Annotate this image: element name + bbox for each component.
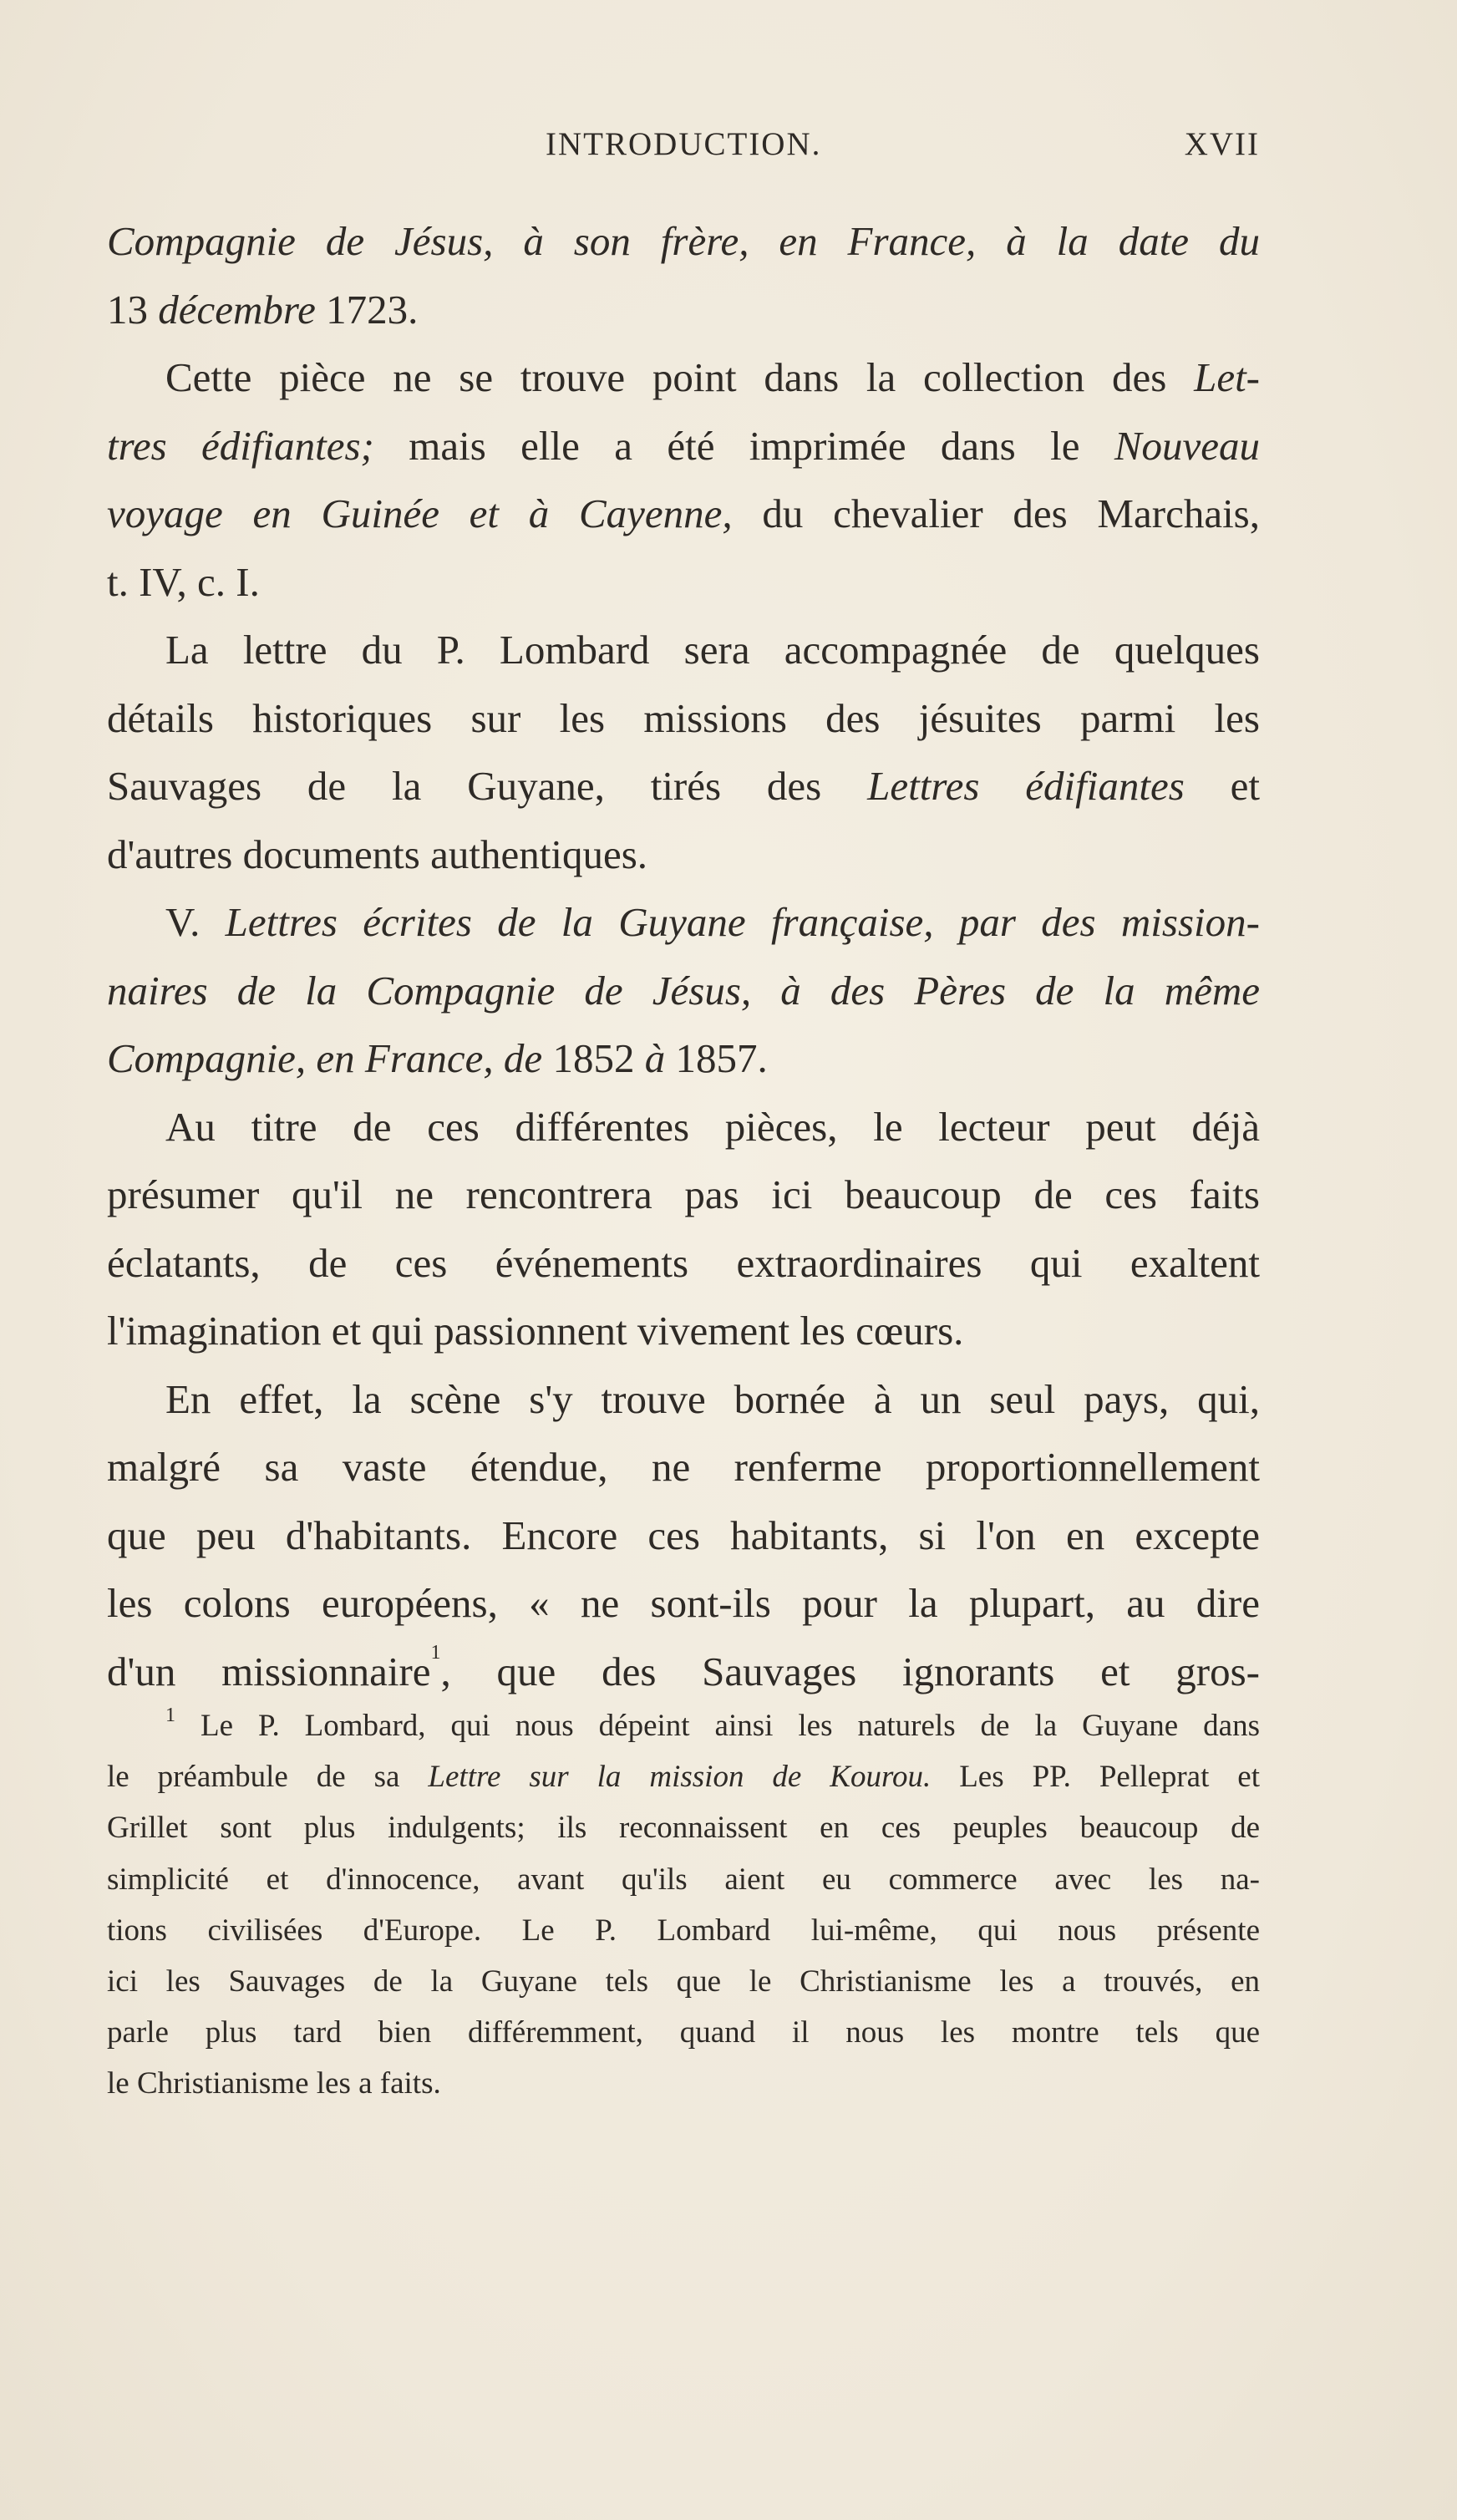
text-run: 13 [107, 286, 159, 333]
body-line [107, 1569, 1260, 1638]
body-line [107, 343, 1260, 412]
body-line [107, 1229, 1260, 1298]
text-run: 1852 [542, 1035, 645, 1081]
text-run: Le P. Lombard, qui nous dépeint ainsi les naturels de la Guyane dans [175, 1709, 1260, 1743]
text-run: d'autres documents authentiques. [107, 831, 648, 877]
italic-text: Compagnie de Jésus, à son frère, en France, à la date du [107, 218, 1260, 264]
footnote-line [107, 1905, 1260, 1956]
body-line [107, 548, 1260, 617]
running-title: INTRODUCTION. [546, 126, 822, 162]
text-run: , que des Sauvages ignorants et gros- [440, 1648, 1260, 1694]
italic-text: tres édifiantes; [107, 422, 374, 469]
body-line [107, 1638, 1260, 1706]
text-run: Au titre de ces différentes pièces, le lecteur peut déjà [165, 1103, 1260, 1150]
body-line [107, 207, 1260, 276]
footnote-line [107, 2007, 1260, 2058]
body-line [107, 276, 1260, 344]
text-run: d'un missionnaire [107, 1648, 431, 1694]
body-line [107, 1297, 1260, 1365]
text-run: parle plus tard bien différemment, quand il nous les montre tels que [107, 2015, 1260, 2050]
text-run: Les PP. Pelleprat et [931, 1760, 1261, 1795]
footnote-line [107, 1956, 1260, 2007]
body-line [107, 957, 1260, 1025]
text-run: En effet, la scène s'y trouve bornée à un seul pays, qui, [165, 1375, 1260, 1422]
text-run: que peu d'habitants. Encore ces habitants, si l'on en excepte [107, 1511, 1260, 1558]
body-line [107, 1161, 1260, 1229]
italic-text: décembre [158, 286, 316, 333]
body-line [107, 1433, 1260, 1501]
body-line [107, 888, 1260, 957]
body-line [107, 412, 1260, 480]
italic-text: à [644, 1035, 666, 1081]
footnote-marker: 1 [165, 1705, 175, 1726]
text-run: t. IV, c. I. [107, 558, 260, 605]
text-run: Grillet sont plus indulgents; ils reconnaissent en ces peuples beaucoup de [107, 1811, 1260, 1846]
text-run: tions civilisées d'Europe. Le P. Lombard lui-même, qui nous présente [107, 1913, 1260, 1948]
text-run: l'imagination et qui passionnent vivement les cœurs. [107, 1308, 964, 1354]
text-run: présumer qu'il ne rencontrera pas ici beaucoup de ces faits [107, 1171, 1260, 1217]
footnote-line [107, 1700, 1260, 1751]
body-line [107, 616, 1260, 684]
footnote [107, 1700, 1260, 2110]
text-run: V. [165, 899, 226, 945]
footnote-line [107, 2058, 1260, 2109]
text-run: du chevalier des Marchais, [732, 490, 1260, 536]
text-run: 1723. [315, 286, 419, 333]
italic-text: Lettre sur la mission de Kourou. [428, 1760, 932, 1795]
text-run: le Christianisme les a faits. [107, 2066, 441, 2101]
body-line [107, 684, 1260, 753]
text-run: Sauvages de la Guyane, tirés des [107, 763, 868, 809]
text-run: et [1184, 763, 1260, 809]
italic-text: Compagnie, en France, de [107, 1035, 543, 1081]
footnote-line [107, 1802, 1260, 1853]
text-run: mais elle a été imprimée dans le [373, 422, 1114, 469]
running-header [107, 125, 1260, 175]
body-line [107, 752, 1260, 821]
italic-text: naires de la Compagnie de Jésus, à des Pères de la même [107, 967, 1260, 1014]
body-text [107, 207, 1260, 1705]
footnote-marker: 1 [430, 1641, 441, 1664]
text-run: La lettre du P. Lombard sera accompagnée de quelques [165, 627, 1260, 673]
italic-text: Let- [1194, 354, 1260, 400]
italic-text: voyage en Guinée et à Cayenne, [107, 490, 733, 536]
footnote-line [107, 1854, 1260, 1905]
text-run: détails historiques sur les missions des jésuites parmi les [107, 694, 1260, 741]
footnote-line [107, 1751, 1260, 1802]
text-run: ici les Sauvages de la Guyane tels que le Christianisme les a trouvés, en [107, 1964, 1260, 1999]
italic-text: Lettres édifiantes [867, 763, 1185, 809]
body-line [107, 480, 1260, 548]
body-line [107, 1024, 1260, 1093]
text-run: éclatants, de ces événements extraordinaires qui exaltent [107, 1239, 1260, 1286]
body-line [107, 1365, 1260, 1434]
text-run: simplicité et d'innocence, avant qu'ils aient eu commerce avec les na- [107, 1862, 1260, 1897]
italic-text: Nouveau [1114, 422, 1261, 469]
body-line [107, 821, 1260, 889]
text-run: Cette pièce ne se trouve point dans la collection des [165, 354, 1195, 400]
text-run: malgré sa vaste étendue, ne renferme proportionnellement [107, 1444, 1260, 1490]
text-run: 1857. [665, 1035, 768, 1081]
italic-text: Lettres écrites de la Guyane française, par des mission- [225, 899, 1260, 945]
text-run: les colons européens, « ne sont-ils pour la plupart, au dire [107, 1580, 1260, 1626]
body-line [107, 1501, 1260, 1570]
text-run: le préambule de sa [107, 1760, 429, 1795]
body-line [107, 1093, 1260, 1161]
page-number: XVII [1184, 126, 1260, 162]
